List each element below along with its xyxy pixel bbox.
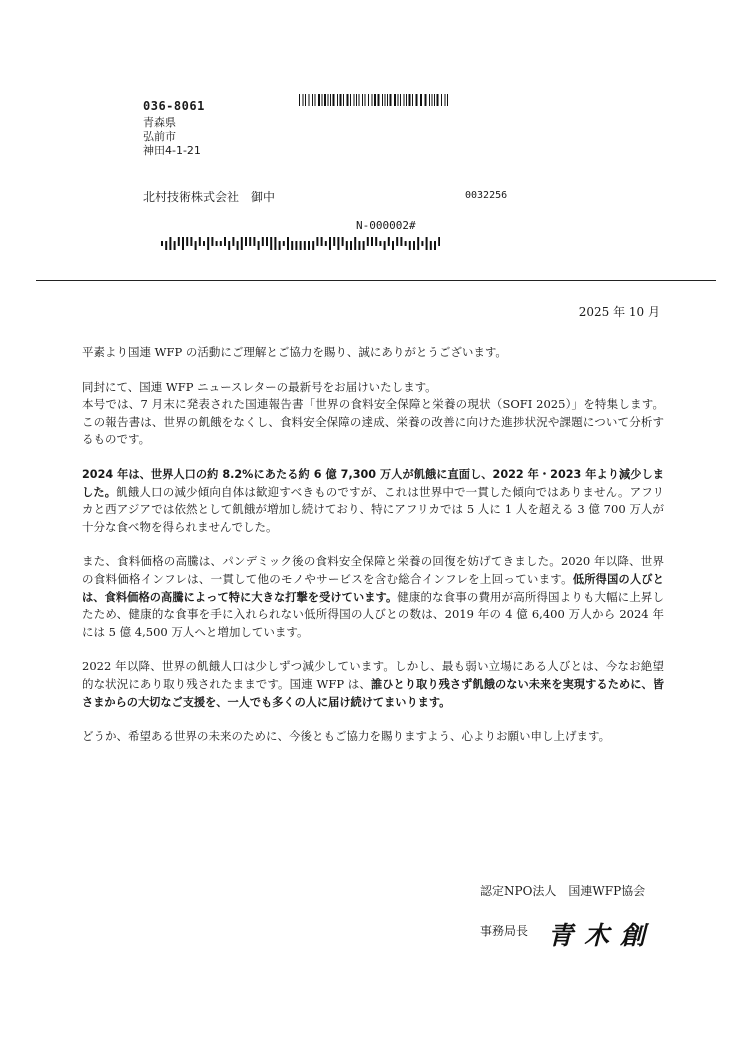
food-prices-detail: 健康的な食事の費用が高所得国よりも大幅に上昇したため、健康的な食事を手に入れられない低所得国の人びとの数は、2019 年の 4 億 6,400 万人から 2024 年には 5 億 4,500 万人へと増加しています。 xyxy=(82,589,664,639)
barcode-bar xyxy=(228,241,230,250)
barcode-bar xyxy=(262,237,264,246)
barcode-bar xyxy=(333,237,335,246)
barcode-bar xyxy=(406,94,407,106)
barcode-bar xyxy=(405,241,407,246)
barcode-bar xyxy=(416,94,418,106)
barcode-bar xyxy=(375,237,377,246)
barcode-bar xyxy=(182,237,184,250)
barcode-bar xyxy=(354,94,355,106)
barcode-bar xyxy=(354,237,356,250)
barcode-bar xyxy=(312,241,314,250)
barcode-bar xyxy=(224,237,226,246)
barcode-bar xyxy=(220,241,222,246)
barcode-bar xyxy=(299,94,300,106)
barcode-bar xyxy=(279,241,281,250)
barcode-bar xyxy=(324,94,326,106)
barcode-bar xyxy=(321,237,323,246)
postal-barcode xyxy=(299,94,449,106)
food-prices-highlight-2-wrap xyxy=(105,590,184,604)
customer-barcode xyxy=(161,237,440,250)
letter-date: 2025 年 10 月 xyxy=(578,305,660,319)
barcode-bar xyxy=(333,94,335,106)
barcode-bar xyxy=(447,94,448,106)
address-prefecture: 青森県 xyxy=(143,116,176,129)
barcode-bar xyxy=(174,241,176,250)
barcode-bar xyxy=(368,94,369,106)
food-prices-highlight-1: 低所得国の人びとは、 xyxy=(82,572,664,604)
barcode-bar xyxy=(283,241,285,246)
barcode-bar xyxy=(350,94,351,106)
barcode-bar xyxy=(417,237,419,250)
barcode-bar xyxy=(190,237,192,246)
barcode-bar xyxy=(318,94,320,106)
address-city: 弘前市 xyxy=(143,130,176,143)
barcode-bar xyxy=(384,241,386,250)
divider xyxy=(36,280,716,281)
barcode-bar xyxy=(347,94,349,106)
barcode-bar xyxy=(211,237,213,246)
barcode-bar xyxy=(404,94,405,106)
barcode-bar xyxy=(426,237,428,250)
barcode-bar xyxy=(390,94,392,106)
barcode-bar xyxy=(434,241,436,250)
barcode-bar xyxy=(291,241,293,250)
sender-title: 事務局長 xyxy=(480,924,529,938)
barcode-bar xyxy=(432,94,433,106)
barcode-bar xyxy=(258,241,260,250)
commitment-highlight: 誰ひとり取り残さず飢餓のない未来を実現するために、皆さまからの大切なご支援を、一人でも多くの人に届け続けてまいります。 xyxy=(82,677,664,709)
barcode-bar xyxy=(178,237,180,246)
barcode-bar xyxy=(378,94,380,106)
barcode-bar xyxy=(400,94,401,106)
barcode-bar xyxy=(305,94,306,106)
barcode-bar xyxy=(358,241,360,250)
barcode-bar xyxy=(330,94,331,106)
barcode-bar xyxy=(396,237,398,246)
paragraph-food-prices xyxy=(82,553,664,641)
barcode-bar xyxy=(420,94,422,106)
barcode-bar xyxy=(346,241,348,250)
barcode-bar xyxy=(322,94,323,106)
paragraph-hunger-stats xyxy=(82,466,664,536)
barcode-bar xyxy=(342,237,344,246)
tracking-code: N-000002# xyxy=(356,219,416,232)
barcode-bar xyxy=(340,94,342,106)
barcode-bar xyxy=(300,241,302,250)
barcode-bar xyxy=(359,94,360,106)
barcode-bar xyxy=(365,94,366,106)
barcode-bar xyxy=(343,94,344,106)
barcode-bar xyxy=(441,94,442,106)
barcode-bar xyxy=(325,241,327,246)
barcode-bar xyxy=(303,94,304,106)
barcode-bar xyxy=(337,94,338,106)
barcode-bar xyxy=(412,94,413,106)
sender-organization: 認定NPO法人 国連WFP協会 xyxy=(480,884,646,898)
barcode-bar xyxy=(409,241,411,250)
barcode-bar xyxy=(304,241,306,250)
barcode-bar xyxy=(270,237,272,250)
barcode-bar xyxy=(329,237,331,250)
barcode-bar xyxy=(274,237,276,250)
barcode-bar xyxy=(382,94,383,106)
barcode-bar xyxy=(379,241,381,246)
barcode-bar xyxy=(316,237,318,246)
barcode-bar xyxy=(253,237,255,246)
paragraph-newsletter xyxy=(82,379,664,449)
barcode-bar xyxy=(312,94,313,106)
barcode-bar xyxy=(392,241,394,250)
newsletter-detail: 本号では、7 月末に発表された国連報告書「世界の食料安全保障と栄養の現状（SOFI 2025）」を特集します。この報告書は、世界の飢餓をなくし、食料安全保障の達成、栄養の改善に向けた進捗状況や課題について分析するものです。 xyxy=(82,397,664,447)
barcode-bar xyxy=(216,241,218,246)
barcode-bar xyxy=(385,94,386,106)
address-street: 神田4-1-21 xyxy=(143,144,201,157)
barcode-bar xyxy=(437,94,439,106)
barcode-bar xyxy=(169,237,171,250)
barcode-bar xyxy=(430,241,432,250)
barcode-bar xyxy=(186,237,188,246)
barcode-bar xyxy=(287,237,289,250)
food-prices-highlight-2: 食料価格の高騰 xyxy=(104,590,184,604)
barcode-bar xyxy=(249,237,251,246)
newsletter-intro: 同封にて、国連 WFP ニュースレターの最新号をお届けいたします。 xyxy=(82,379,437,394)
barcode-bar xyxy=(356,94,357,106)
barcode-bar xyxy=(195,241,197,250)
barcode-bar xyxy=(232,237,234,246)
barcode-bar xyxy=(413,241,415,250)
hunger-stats-highlight: 2024 年は、世界人口の約 8.2%にあたる約 6 億 7,300 万人が飢餓に直面し、2022 年・2023 年より減少しました。 xyxy=(82,467,664,499)
letter-body xyxy=(82,344,664,763)
signature: 青木創 xyxy=(548,921,657,950)
barcode-bar xyxy=(309,94,310,106)
barcode-bar xyxy=(400,237,402,246)
customer-number: 0032256 xyxy=(465,190,508,201)
barcode-bar xyxy=(372,94,373,106)
barcode-bar xyxy=(350,241,352,250)
barcode-bar xyxy=(295,241,297,250)
barcode-bar xyxy=(245,237,247,246)
paragraph-commitment xyxy=(82,658,664,711)
barcode-bar xyxy=(434,94,435,106)
hunger-stats-detail: 飢餓人口の減少傾向自体は歓迎すべきものですが、これは世界中で一貫した傾向ではありません。アフリカと西アジアでは依然として飢餓が増加し続けており、特にアフリカでは 5 人に 1 人を超える 3 億 700 万人が十分な食べ物を得られませんでした。 xyxy=(82,484,664,534)
recipient-name: 北村技術株式会社 御中 xyxy=(143,190,276,204)
barcode-bar xyxy=(199,237,201,246)
barcode-bar xyxy=(362,94,363,106)
barcode-bar xyxy=(241,237,243,250)
barcode-bar xyxy=(363,241,365,250)
barcode-bar xyxy=(315,94,316,106)
food-prices-highlight-3: によって特に大きな打撃を受けています。 xyxy=(183,590,398,604)
barcode-bar xyxy=(266,237,268,246)
barcode-bar xyxy=(165,241,167,250)
barcode-bar xyxy=(203,241,205,246)
barcode-bar xyxy=(438,237,440,246)
barcode-bar xyxy=(207,237,209,250)
food-prices-intro: また、食料価格の高騰は、パンデミック後の食料安全保障と栄養の回復を妨げてきました。2020 年以降、世界の食料価格インフレは、一貫して他のモノやサービスを含む総合インフレを上回っています。 xyxy=(82,554,664,586)
barcode-bar xyxy=(374,94,376,106)
barcode-bar xyxy=(398,94,399,106)
barcode-bar xyxy=(237,241,239,250)
closing: どうか、希望ある世界の未来のために、今後ともご協力を賜りますよう、心よりお願い申し上げます。 xyxy=(82,729,611,744)
barcode-bar xyxy=(425,94,427,106)
postal-code: 036-8061 xyxy=(143,99,205,113)
greeting: 平素より国連 WFP の活動にご理解とご協力を賜り、誠にありがとうございます。 xyxy=(82,345,507,359)
barcode-bar xyxy=(388,237,390,246)
barcode-bar xyxy=(409,94,411,106)
barcode-bar xyxy=(394,94,396,106)
barcode-bar xyxy=(328,94,329,106)
barcode-bar xyxy=(161,241,163,246)
barcode-bar xyxy=(308,241,310,250)
barcode-bar xyxy=(429,94,430,106)
barcode-bar xyxy=(421,241,423,246)
barcode-bar xyxy=(367,237,369,246)
barcode-bar xyxy=(387,94,388,106)
barcode-bar xyxy=(337,237,339,250)
barcode-bar xyxy=(371,237,373,246)
commitment-intro: 2022 年以降、世界の飢餓人口は少しずつ減少しています。しかし、最も弱い立場にある人びとは、今なお絶望的な状況にあり取り残されたままです。国連 WFP は、 xyxy=(82,659,664,691)
barcode-bar xyxy=(445,94,446,106)
